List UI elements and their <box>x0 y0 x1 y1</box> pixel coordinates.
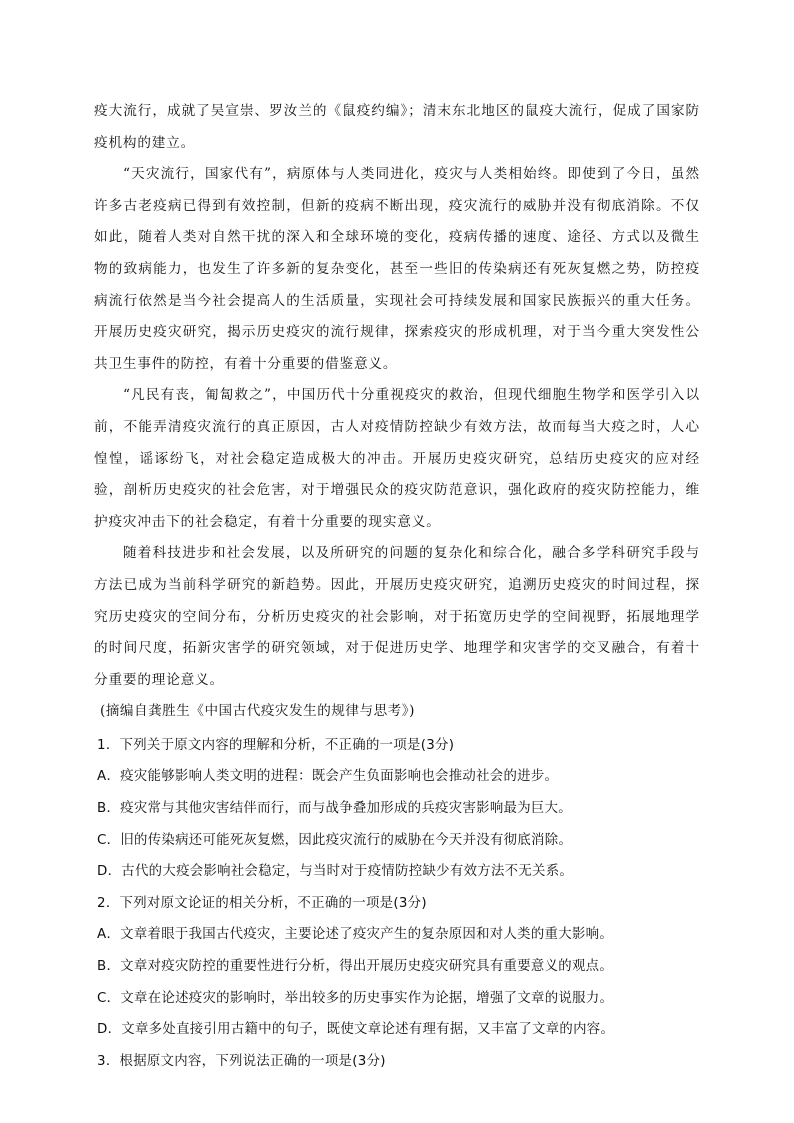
question-1-stem: 1．下列关于原文内容的理解和分析，不正确的一项是(3分) <box>97 737 455 753</box>
question-2-option-c: C．文章在论述疫灾的影响时，举出较多的历史事实作为论据，增强了文章的说服力。 <box>97 990 614 1006</box>
question-3-stem: 3．根据原文内容，下列说法正确的一项是(3分) <box>97 1053 386 1069</box>
article-paragraph-1: 疫大流行，成就了吴宣崇、罗汝兰的《鼠疫约编》；清末东北地区的鼠疫大流行，促成了国家防疫机构的建立。 <box>94 103 700 151</box>
question-2-stem: 2．下列对原文论证的相关分析，不正确的一项是(3分) <box>97 895 427 911</box>
article-source: (摘编自龚胜生《中国古代疫灾发生的规律与思考》) <box>100 703 415 720</box>
question-2-option-d: D．文章多处直接引用古籍中的句子，既使文章论述有理有据，又丰富了文章的内容。 <box>97 1022 615 1038</box>
question-1-option-d: D．古代的大疫会影响社会稳定，与当时对于疫情防控缺少有效方法不无关系。 <box>97 864 574 880</box>
question-2-option-b: B．文章对疫灾防控的重要性进行分析，得出开展历史疫灾研究具有重要意义的观点。 <box>97 959 614 975</box>
question-2-option-a: A．文章着眼于我国古代疫灾，主要论述了疫灾产生的复杂原因和对人类的重大影响。 <box>97 927 614 943</box>
page-content <box>94 96 700 1077</box>
article-paragraph-3: “凡民有丧，匍匐救之”，中国历代十分重视疫灾的救治，但现代细胞生物学和医学引入以前，不能弄清疫灾流行的真正原因，古人对疫情防控缺少有效方法，故而每当大疫之时，人心惶惶，谣诼纷飞，对社会稳定造成极大的冲击。开展历史疫灾研究，总结历史疫灾的应对经验，剖析历史疫灾的社会危害，对于增强民众的疫灾防范意识，强化政府的疫灾防控能力，维护疫灾冲击下的社会稳定，有着十分重要的现实意义。 <box>94 387 700 530</box>
article-paragraph-2: “天灾流行，国家代有”，病原体与人类同进化，疫灾与人类相始终。即使到了今日，虽然许多古老疫病已得到有效控制，但新的疫病不断出现，疫灾流行的威胁并没有彻底消除。不仅如此，随着人类对自然干扰的深入和全球环境的变化，疫病传播的速度、途径、方式以及微生物的致病能力，也发生了许多新的复杂变化，甚至一些旧的传染病还有死灰复燃之势，防控疫病流行依然是当今社会提高人的生活质量，实现社会可持续发展和国家民族振兴的重大任务。开展历史疫灾研究，揭示历史疫灾的流行规律，探索疫灾的形成机理，对于当今重大突发性公共卫生事件的防控，有着十分重要的借鉴意义。 <box>94 166 700 372</box>
article-paragraph-4: 随着科技进步和社会发展，以及所研究的问题的复杂化和综合化，融合多学科研究手段与方法已成为当前科学研究的新趋势。因此，开展历史疫灾研究，追溯历史疫灾的时间过程，探究历史疫灾的空间分布，分析历史疫灾的社会影响，对于拓宽历史学的空间视野，拓展地理学的时间尺度，拓新灾害学的研究领域，对于促进历史学、地理学和灾害学的交叉融合，有着十分重要的理论意义。 <box>94 545 700 688</box>
question-1-option-c: C．旧的传染病还可能死灰复燃，因此疫灾流行的威胁在今天并没有彻底消除。 <box>97 832 573 848</box>
question-1-option-a: A．疫灾能够影响人类文明的进程：既会产生负面影响也会推动社会的进步。 <box>97 769 559 785</box>
question-1-option-b: B．疫灾常与其他灾害结伴而行，而与战争叠加形成的兵疫灾害影响最为巨大。 <box>97 801 572 817</box>
